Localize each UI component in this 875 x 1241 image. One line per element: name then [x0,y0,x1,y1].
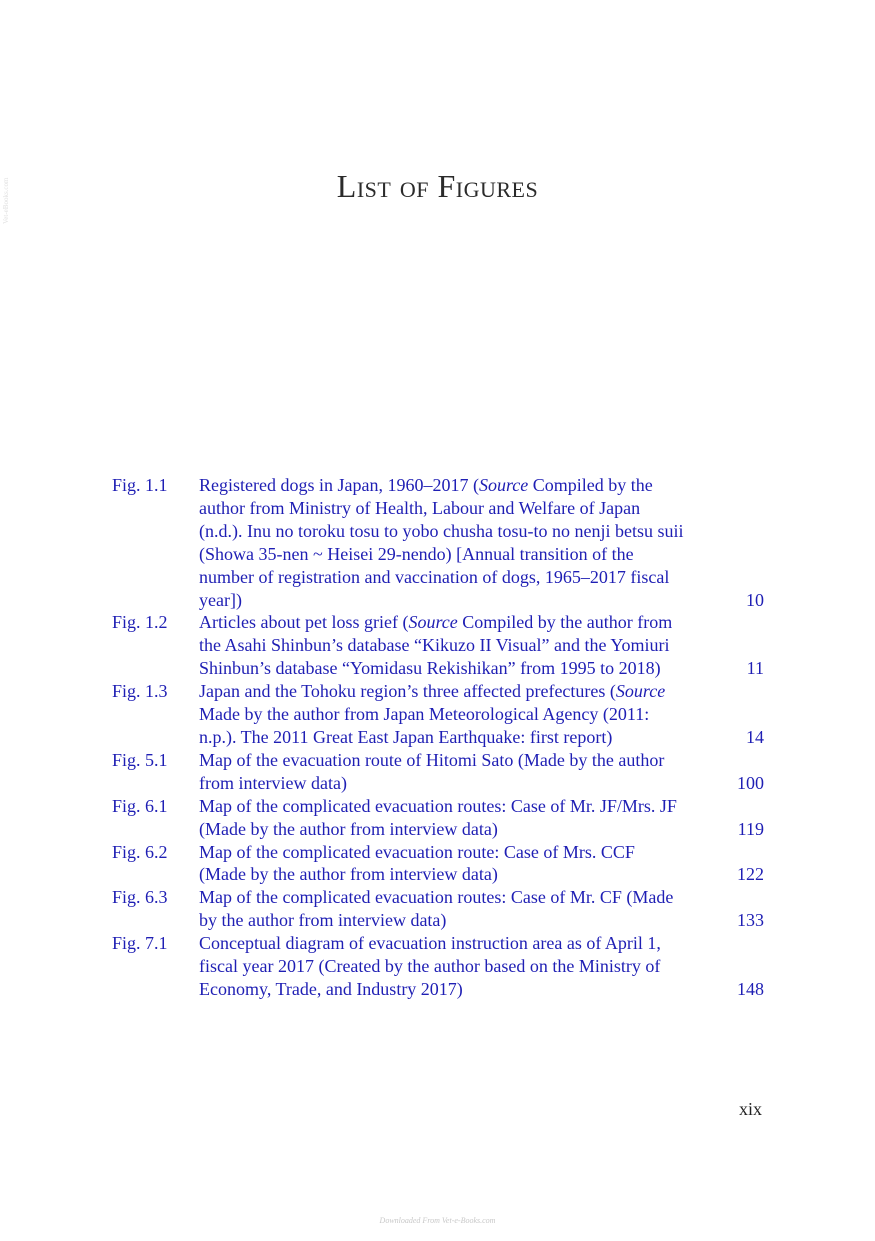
figure-label: Fig. 1.1 [112,475,168,495]
figure-page-number: 133 [737,910,764,931]
footer-watermark: Downloaded From Vet-e-Books.com [379,1216,496,1225]
source-label: Source [615,681,666,702]
page-number: xix [738,1099,762,1119]
figure-entry[interactable] [112,932,764,1001]
figure-label: Fig. 1.2 [112,612,168,633]
figure-entry[interactable] [112,795,764,841]
figure-caption: Registered dogs in Japan, 1960–2017 (Source Compiled by the author from Ministry of Health, Labour and Welfare of Japan (n.d.). Inu no toroku tosu to yobo chusha tosu-to no nenji betsu suii (Showa 35-nen ~ Heisei 29-nendo) [Annual transition of the number of registration and vaccination of dogs, 1965–2017 fiscal year]) [199,475,684,610]
figure-entry[interactable] [112,611,764,680]
figure-page-number: 148 [737,978,764,999]
figure-page-number: 119 [737,818,764,839]
figure-page-number: 11 [746,658,764,679]
figure-entry[interactable] [112,886,764,932]
figure-list [112,474,764,1001]
figure-page-number: 122 [737,864,764,885]
side-watermark: Vet-eBooks.com [2,177,10,224]
figure-label: Fig. 5.1 [112,749,168,770]
page-title: List of Figures [336,168,539,204]
figure-page-number: 14 [746,726,764,747]
figure-entry[interactable] [112,474,764,611]
figure-caption: Map of the complicated evacuation routes: Case of Mr. CF (Made by the author from interview data) [199,887,674,931]
figure-label: Fig. 1.3 [112,681,168,702]
source-label: Source [478,475,529,495]
figure-page-number: 10 [746,589,764,610]
figure-label: Fig. 6.3 [112,887,168,908]
figure-caption: Map of the evacuation route of Hitomi Sato (Made by the author from interview data) [199,749,665,793]
figure-caption: Map of the complicated evacuation route: Case of Mrs. CCF (Made by the author from interview data) [199,841,635,885]
figure-caption: Articles about pet loss grief (Source Compiled by the author from the Asahi Shinbun’s database “Kikuzo II Visual” and the Yomiuri Shinbun’s database “Yomidasu Rekishikan” from 1995 to 2018) [199,612,673,679]
figure-label: Fig. 6.2 [112,841,168,862]
figure-label: Fig. 6.1 [112,795,168,816]
source-label: Source [408,612,458,633]
figure-caption: Japan and the Tohoku region’s three affected prefectures (Source Made by the author from Japan Meteorological Agency (2011: n.p.). The 2011 Great East Japan Earthquake: first report) [199,681,666,747]
figure-page-number: 100 [737,772,764,793]
figure-caption: Map of the complicated evacuation routes: Case of Mr. JF/Mrs. JF (Made by the author from interview data) [199,795,677,839]
figure-caption: Conceptual diagram of evacuation instruction area as of April 1, fiscal year 2017 (Created by the author based on the Ministry of Economy, Trade, and Industry 2017) [199,933,661,999]
figure-entry[interactable] [112,841,764,887]
figure-label: Fig. 7.1 [112,933,168,954]
figure-entry[interactable] [112,680,764,749]
figure-entry[interactable] [112,749,764,795]
